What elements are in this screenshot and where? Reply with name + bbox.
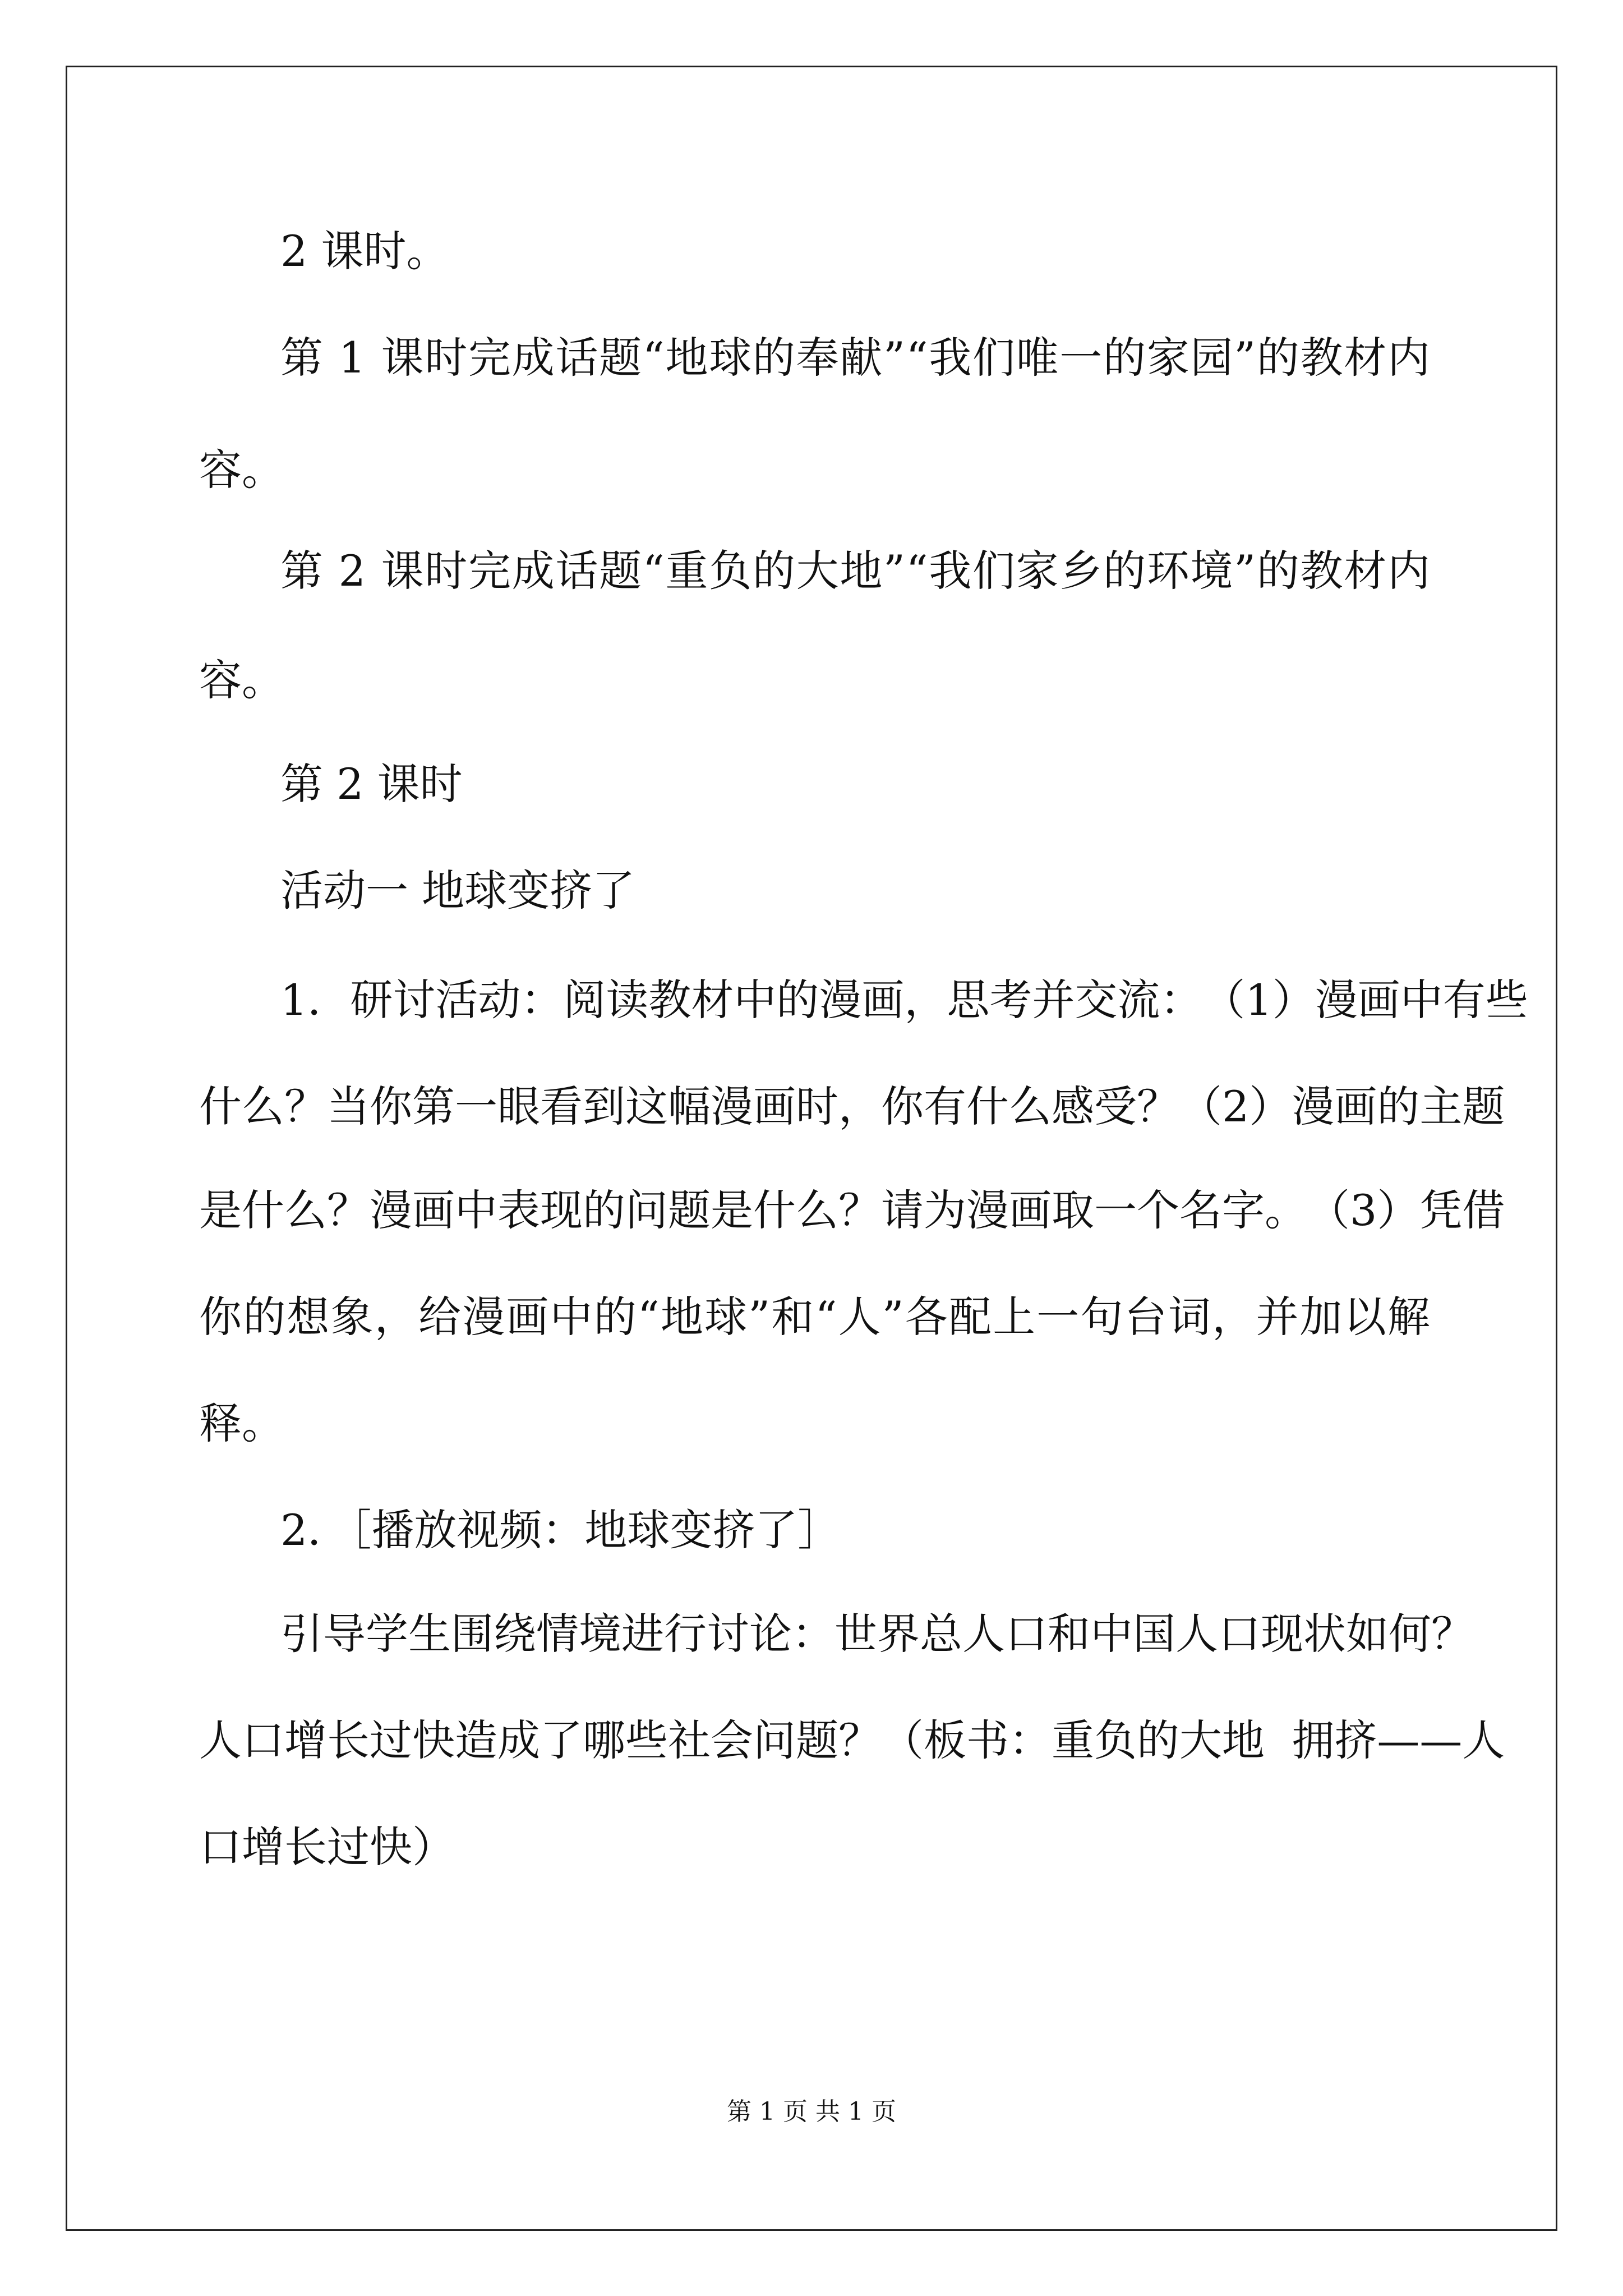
- paragraph-line: 什 么 ？ 当 你 第 一 眼 看 到 这 幅 漫 画 时 ， 你 有 什 么 感 受 ？ （ 2 ） 漫 画 的 主 题: [199, 1082, 1505, 1131]
- section-heading: 第 2 课时: [280, 759, 463, 809]
- paragraph-line: 容。: [199, 655, 284, 705]
- paragraph-line: 人 口 增 长 过 快 造 成 了 哪 些 社 会 问 题 ？ （ 板 书 ： 重 负 的 大 地 拥 挤 — — 人: [199, 1715, 1505, 1765]
- paragraph-line: 引 导 学 生 围 绕 情 境 进 行 讨 论 ： 世 界 总 人 口 和 中 国 人 口 现 状 如 何 ？: [280, 1609, 1474, 1659]
- paragraph-line: 你 的 想 象 ， 给 漫 画 中 的 “ 地 球 ” 和 “ 人 ” 各 配 上 一 句 台 词 ， 并 加 以 解: [199, 1292, 1430, 1342]
- paragraph-line: 第 1 课 时 完 成 话 题 “ 地 球 的 奉 献 ” “ 我 们 唯 一 的 家 园 ” 的 教 材 内: [280, 333, 1430, 383]
- paragraph-line: 释。: [199, 1398, 284, 1448]
- page-border: [66, 66, 1557, 2231]
- paragraph-line: 是 什 么 ？ 漫 画 中 表 现 的 问 题 是 什 么 ？ 请 为 漫 画 取 一 个 名 字 。 （ 3 ） 凭 借: [199, 1185, 1505, 1235]
- paragraph-line: 1 ． 研 讨 活 动 ： 阅 读 教 材 中 的 漫 画 ， 思 考 并 交 流 ： （ 1 ） 漫 画 中 有 些: [280, 975, 1528, 1025]
- page-footer: 第 1 页 共 1 页: [727, 2097, 896, 2126]
- paragraph-line: 容。: [199, 445, 284, 495]
- paragraph-line: 2 课时。: [280, 226, 449, 276]
- activity-heading: 活动一 地球变挤了: [280, 866, 635, 915]
- paragraph-line: 2．［播放视频：地球变挤了］: [280, 1505, 841, 1555]
- paragraph-line: 第 2 课 时 完 成 话 题 “ 重 负 的 大 地 ” “ 我 们 家 乡 的 环 境 ” 的 教 材 内: [280, 546, 1430, 596]
- paragraph-line: 口增长过快）: [199, 1822, 455, 1872]
